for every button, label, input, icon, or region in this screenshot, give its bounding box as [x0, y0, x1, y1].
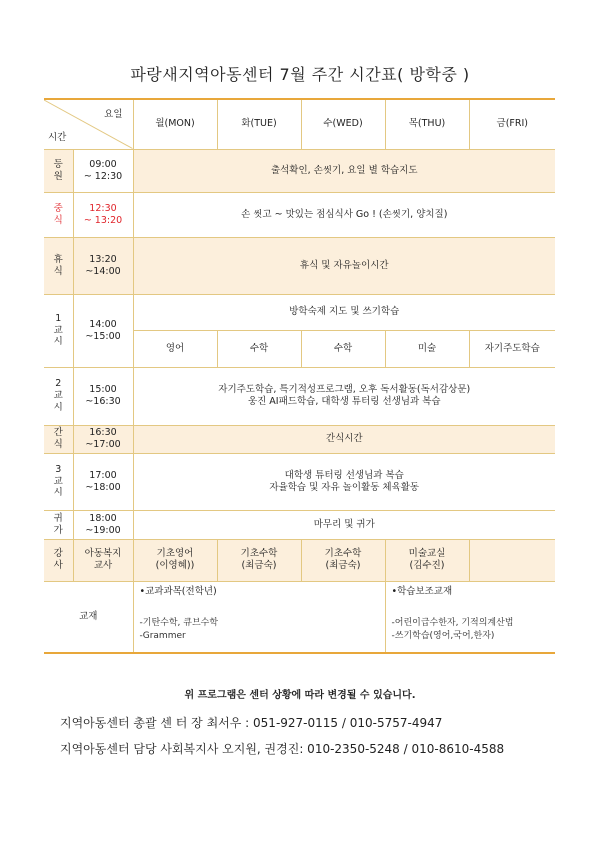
row-label: 간 식	[44, 425, 73, 453]
row-content: 휴식 및 자유놀이시간	[133, 237, 555, 294]
day-fri: 금(FRI)	[469, 99, 555, 149]
subject-tue: 수학	[217, 330, 301, 367]
contact-director: 지역아동센터 총괄 센 터 장 최서우 : 051-927-0115 / 010-5757-4947	[60, 716, 443, 730]
row-time: 13:20 ~14:00	[73, 237, 133, 294]
materials-core	[133, 581, 385, 653]
row-time: 16:30 ~17:00	[73, 425, 133, 453]
row-content: 손 씻고 ~ 맛있는 점심식사 Go ! (손씻기, 양치질)	[133, 192, 555, 237]
row-label: 휴 식	[44, 237, 73, 294]
page-title: 파랑새지역아동센터 7월 주간 시간표( 방학중 )	[130, 65, 470, 84]
day-mon: 월(MON)	[133, 99, 217, 149]
row-materials	[44, 581, 555, 653]
materials-supplementary-heading: •학습보조교재	[391, 585, 453, 597]
row-teachers	[44, 539, 555, 581]
row-time: 15:00 ~16:30	[73, 367, 133, 425]
row-time: 17:00 ~18:00	[73, 453, 133, 510]
time-label: 시간	[48, 131, 67, 143]
row-label: 2 교 시	[44, 367, 73, 425]
teacher-thu: 미술교실 (김수진)	[385, 539, 469, 581]
teachers-role: 아동복지 교사	[73, 539, 133, 581]
row-content: 출석확인, 손씻기, 요일 별 학습지도	[133, 149, 555, 192]
row-label: 3 교 시	[44, 453, 73, 510]
row-period-2	[44, 367, 555, 425]
subject-thu: 미술	[385, 330, 469, 367]
teachers-label: 강 사	[44, 539, 73, 581]
subject-fri: 자기주도학습	[469, 330, 555, 367]
row-lunch	[44, 192, 555, 237]
row-period-1	[44, 294, 555, 330]
row-snack	[44, 425, 555, 453]
header-row	[44, 99, 555, 149]
teacher-tue: 기초수학 (최금숙)	[217, 539, 301, 581]
change-notice: 위 프로그램은 센터 상황에 따라 변경될 수 있습니다.	[184, 690, 416, 701]
row-content: 대학생 튜터링 선생님과 복습 자율학습 및 자유 놀이활동 체육활동	[133, 453, 555, 510]
day-thu: 목(THU)	[385, 99, 469, 149]
row-label: 1 교 시	[44, 294, 73, 367]
row-time: 12:30 ~ 13:20	[73, 192, 133, 237]
row-period-3	[44, 453, 555, 510]
teacher-mon: 기초영어 (이영혜))	[133, 539, 217, 581]
teacher-wed: 기초수학 (최금숙)	[301, 539, 385, 581]
teacher-fri	[469, 539, 555, 581]
materials-supplementary-list: -어린이급수한자, 기적의계산법 -쓰기학습(영어,국어,한자)	[391, 618, 514, 641]
day-wed: 수(WED)	[301, 99, 385, 149]
row-departure	[44, 510, 555, 539]
day-label: 요일	[104, 109, 123, 120]
contact-social-worker: 지역아동센터 담당 사회복지사 오지원, 권경진: 010-2350-5248 / 010-8610-4588	[60, 742, 505, 756]
row-content: 마무리 및 귀가	[133, 510, 555, 539]
row-label: 중 식	[44, 192, 73, 237]
row-time: 09:00 ~ 12:30	[73, 149, 133, 192]
subject-mon: 영어	[133, 330, 217, 367]
materials-label: 교재	[44, 581, 133, 653]
row-content: 간식시간	[133, 425, 555, 453]
materials-supplementary	[385, 581, 555, 653]
day-time-corner	[44, 99, 133, 149]
row-time: 18:00 ~19:00	[73, 510, 133, 539]
row-label: 귀 가	[44, 510, 73, 539]
row-content: 방학숙제 지도 및 쓰기학습	[133, 294, 555, 330]
day-tue: 화(TUE)	[217, 99, 301, 149]
row-label: 등 원	[44, 149, 73, 192]
subject-wed: 수학	[301, 330, 385, 367]
row-arrival	[44, 149, 555, 192]
schedule-table	[44, 98, 555, 654]
row-content: 자기주도학습, 특기적성프로그램, 오후 독서활동(독서감상문) 웅진 AI패드학습, 대학생 튜터링 선생님과 복습	[133, 367, 555, 425]
materials-core-heading: •교과과목(전학년)	[139, 585, 217, 597]
row-time: 14:00 ~15:00	[73, 294, 133, 367]
row-rest	[44, 237, 555, 294]
materials-core-list: -기탄수학, 큐브수학 -Grammer	[139, 618, 219, 641]
